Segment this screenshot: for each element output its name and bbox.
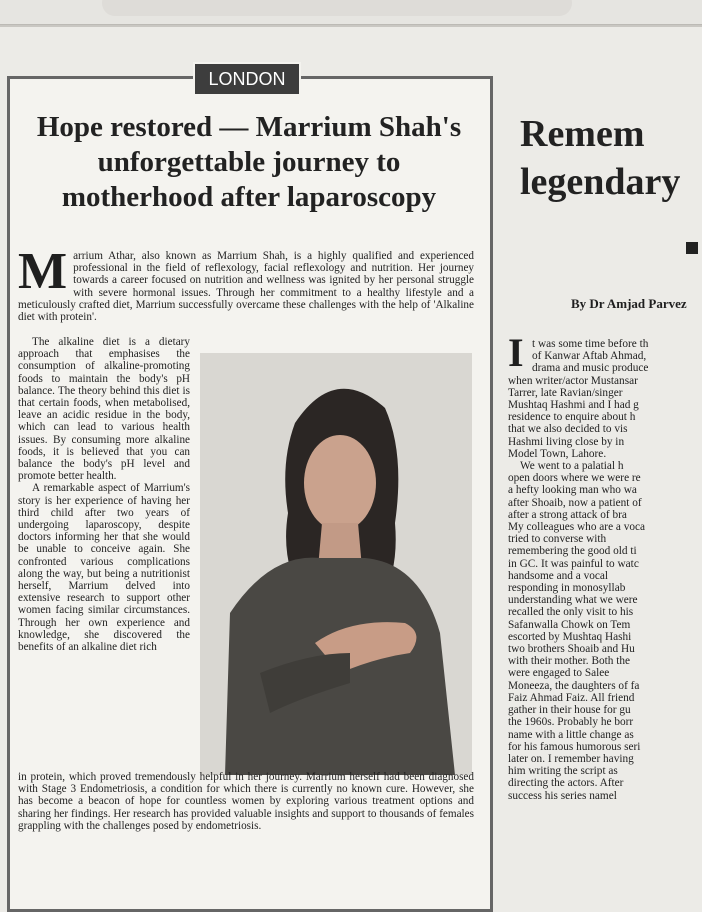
right-column-line: gather in their house for gu [508,704,631,717]
right-column-line: with their mother. Both the [508,655,631,668]
right-column-line: Model Town, Lahore. [508,447,607,460]
right-column-line: a hefty looking man who wa [508,484,637,497]
right-headline-line: Remem [520,113,645,155]
right-column-line: escorted by Mushtaq Hashi [508,630,632,643]
browser-top-bar [0,0,702,27]
drop-cap: M [18,243,68,300]
right-column-line: him writing the script as [508,765,618,778]
right-column-line: after Shoaib, now a patient of [508,496,642,509]
article-headline: Hope restored — Marrium Shah's unforgettable journey to motherhood after laparoscopy [36,111,462,213]
right-column-line: Hashmi living close by in [508,435,625,448]
right-column-line: t was some time before th [532,338,649,350]
right-column-line: that we also decided to vis [508,423,628,436]
right-column-line: open doors where we were re [508,472,641,485]
right-column-line: later on. I remember having [508,752,634,765]
right-column-line: handsome and a vocal [508,569,609,582]
article-column [18,336,190,653]
right-column [508,330,702,878]
paragraph: The alkaline diet is a dietary approach that emphasises the consumption of alkaline-promoting foods to maintain the body's pH balance. The theory behind this diet is that certain foods, when metabolised, leave an acidic residue in the body, which can lead to various health issues. By consuming more alkaline foods, it is believed that you can balance the body's pH level and promote better health. [18,336,190,483]
right-column-line: understanding what we were [508,594,638,607]
right-column-line: residence to enquire about h [508,411,636,424]
right-column-line: Faiz Ahmad Faiz. All friend [508,691,635,704]
right-column-line: two brothers Shoaib and Hu [508,643,635,656]
right-drop-cap: I [508,330,524,375]
right-column-line: drama and music produce [532,362,649,375]
right-headline [520,110,702,206]
page-rule [0,24,702,25]
right-column-line: in GC. It was painful to watc [508,557,639,570]
article-bottom-text: in protein, which proved tremendously helpful in her journey. Marrium herself had been diagnosed with Stage 3 Endometriosis, a condition for which there is currently no known cure. However, she has become a beacon of hope for countless women by exploring various treatment options and sharing her findings. Her research has provided valuable insights and support to thousands of females grappling with the challenges posed by endometriosis. [18,771,474,832]
right-column-line: Mushtaq Hashmi and I had g [508,399,639,412]
portrait-illustration [200,353,472,775]
right-column-line: of Kanwar Aftab Ahmad, [532,350,647,363]
right-column-line: tried to converse with [508,533,607,546]
right-column-line: My colleagues who are a voca [508,521,646,534]
right-column-line: success his series namel [508,789,617,802]
right-column-line: directing the actors. After [508,777,624,790]
right-column-line: after a strong attack of bra [508,508,627,521]
right-headline-line: legendary [520,161,681,203]
right-column-line: name with a little change as [508,728,634,741]
right-column-line: recalled the only visit to his [508,606,634,619]
article-lead [18,243,474,324]
right-column-line: when writer/actor Mustansar [508,374,638,387]
right-column-line: responding in monosyllab [508,582,626,595]
right-column-line: remembering the good old ti [508,545,637,558]
kicker-label: LONDON [193,62,301,96]
right-column-line: Safanwalla Chowk on Tem [508,618,631,631]
right-column-line: were engaged to Salee [508,667,610,680]
square-bullet [686,242,698,254]
right-column-line: Moneeza, the daughters of fa [508,679,640,692]
right-column-line: Tarrer, late Ravian/singer [508,386,623,399]
byline: By Dr Amjad Parvez [571,296,687,311]
paragraph: A remarkable aspect of Marrium's story is her experience of having her third child after two years of undergoing laparoscopy, despite doctors informing her that she would be unable to conceive again. She confronted various complications along the way, but being a nutritionist herself, Marrium delved into extensive research to support other women facing similar circumstances. Through her own experience and knowledge, she discovered the benefits of an alkaline diet rich [18,482,190,654]
right-column-line: for his famous humorous seri [508,740,641,753]
right-column-line: the 1960s. Probably he borr [508,716,634,729]
portrait-photo [200,353,472,775]
lead-text: arrium Athar, also known as Marrium Shah, is a highly qualified and experienced professional in the field of reflexology, facial reflexology and nutrition. Her journey towards a career focused on nutrition and wellness was ignited by her personal struggle with severe hormonal issues. Through her commitment to a healthy lifestyle and a meticulously crafted diet, Marrium successfully overcame these challenges with the help of 'Alkaline diet with protein'. [18,250,474,324]
right-column-line: We went to a palatial h [520,460,624,473]
top-pill [102,0,572,16]
